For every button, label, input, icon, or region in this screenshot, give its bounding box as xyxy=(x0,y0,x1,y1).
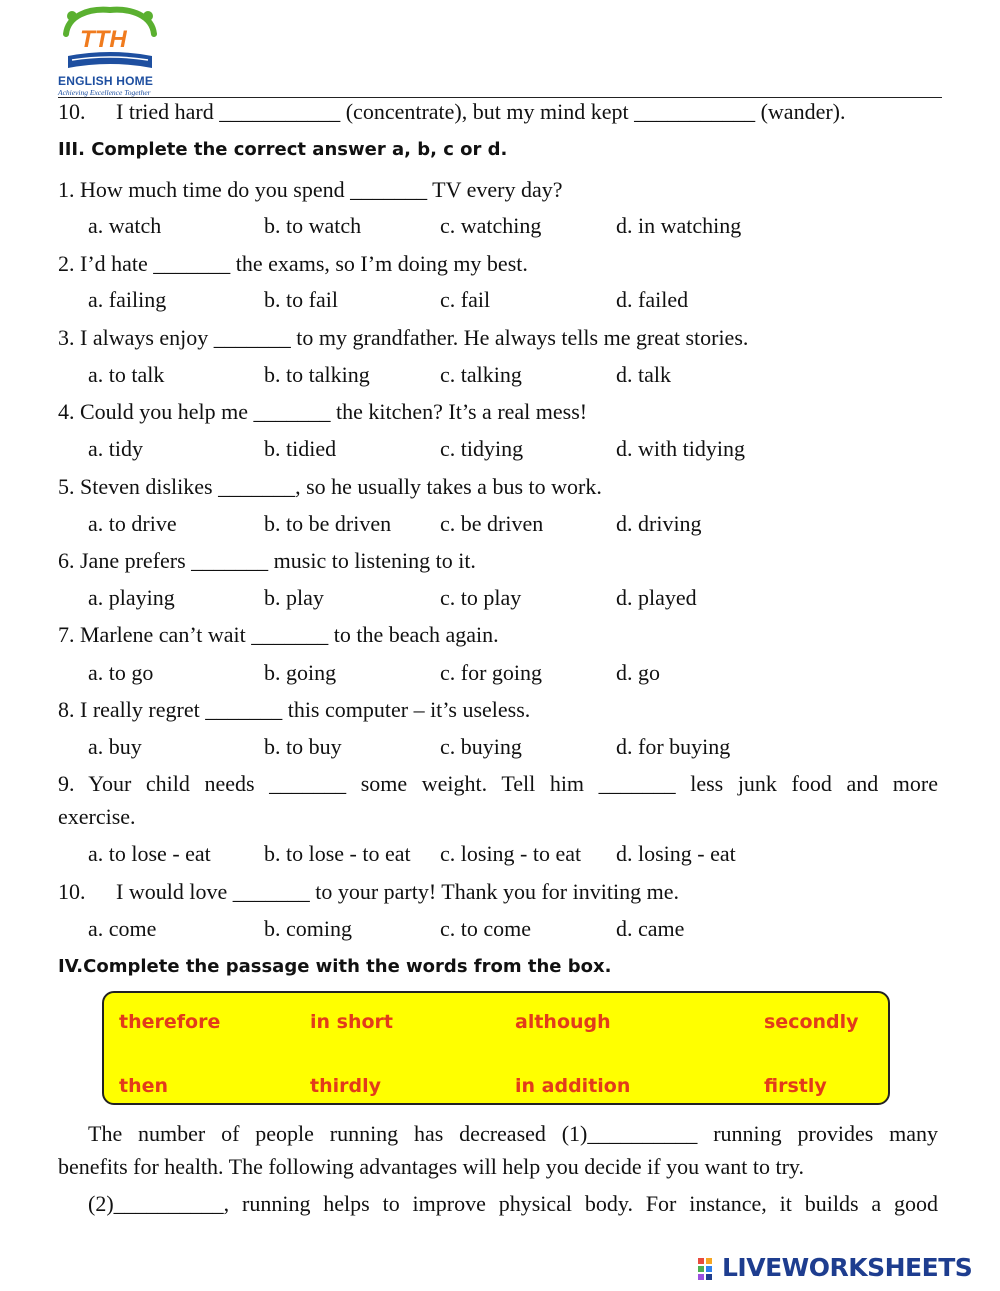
word-box xyxy=(102,991,890,1105)
q1-option-d[interactable]: d. in watching xyxy=(616,213,742,238)
q3-option-b[interactable]: b. to talking xyxy=(264,362,370,387)
q9-option-a[interactable]: a. to lose - eat xyxy=(88,841,211,866)
question-6: 6. Jane prefers _______ music to listening to it. xyxy=(58,548,476,573)
q2-option-b[interactable]: b. to fail xyxy=(264,287,338,312)
q6-option-a[interactable]: a. playing xyxy=(88,585,175,610)
q8-option-c[interactable]: c. buying xyxy=(440,734,522,759)
q5-option-c[interactable]: c. be driven xyxy=(440,511,544,536)
q4-option-a[interactable]: a. tidy xyxy=(88,436,143,461)
box-word-although: although xyxy=(515,1011,611,1033)
q7-option-d[interactable]: d. go xyxy=(616,660,660,685)
q4-option-c[interactable]: c. tidying xyxy=(440,436,524,461)
section-4-heading: IV.Complete the passage with the words from the box. xyxy=(58,956,612,977)
question-7: 7. Marlene can’t wait _______ to the beach again. xyxy=(58,622,499,647)
prev-item-number: 10. xyxy=(58,99,86,124)
q8-option-d[interactable]: d. for buying xyxy=(616,734,731,759)
q4-option-b[interactable]: b. tidied xyxy=(264,436,337,461)
q10-option-d[interactable]: d. came xyxy=(616,916,685,941)
q5-option-a[interactable]: a. to drive xyxy=(88,511,177,536)
box-word-therefore: therefore xyxy=(119,1011,221,1033)
q3-option-c[interactable]: c. talking xyxy=(440,362,522,387)
q7-option-a[interactable]: a. to go xyxy=(88,660,154,685)
prev-item-text: I tried hard ___________ (concentrate), but my mind kept ___________ (wander). xyxy=(116,99,846,124)
q2-option-d[interactable]: d. failed xyxy=(616,287,689,312)
liveworksheets-icon xyxy=(698,1258,720,1282)
question-10-number: 10. xyxy=(58,879,86,904)
box-word-thirdly: thirdly xyxy=(310,1075,381,1097)
q3-option-a[interactable]: a. to talk xyxy=(88,362,165,387)
q8-option-a[interactable]: a. buy xyxy=(88,734,142,759)
passage-line-2: benefits for health. The following advantages will help you decide if you want to try. xyxy=(58,1154,804,1179)
q9-option-c[interactable]: c. losing - to eat xyxy=(440,841,582,866)
footer-brand[interactable]: LIVEWORKSHEETS xyxy=(722,1253,973,1282)
box-word-firstly: firstly xyxy=(764,1075,827,1097)
question-10: I would love _______ to your party! Thank you for inviting me. xyxy=(116,879,679,904)
question-4: 4. Could you help me _______ the kitchen? It’s a real mess! xyxy=(58,399,588,424)
q9-option-b[interactable]: b. to lose - to eat xyxy=(264,841,411,866)
q6-option-d[interactable]: d. played xyxy=(616,585,697,610)
q7-option-c[interactable]: c. for going xyxy=(440,660,543,685)
logo-text: TTH xyxy=(80,26,127,53)
passage-line-1: The number of people running has decreased (1)__________ running provides many xyxy=(88,1121,938,1146)
q6-option-b[interactable]: b. play xyxy=(264,585,324,610)
q8-option-b[interactable]: b. to buy xyxy=(264,734,342,759)
box-word-in-short: in short xyxy=(310,1011,393,1033)
question-5: 5. Steven dislikes _______, so he usually takes a bus to work. xyxy=(58,474,602,499)
q5-option-d[interactable]: d. driving xyxy=(616,511,702,536)
q5-option-b[interactable]: b. to be driven xyxy=(264,511,392,536)
header-divider xyxy=(58,97,942,98)
q1-option-a[interactable]: a. watch xyxy=(88,213,162,238)
q9-option-d[interactable]: d. losing - eat xyxy=(616,841,736,866)
passage-line-3: (2)__________, running helps to improve physical body. For instance, it builds a good xyxy=(88,1191,938,1216)
question-2: 2. I’d hate _______ the exams, so I’m doing my best. xyxy=(58,251,528,276)
question-1: 1. How much time do you spend _______ TV every day? xyxy=(58,177,563,202)
q1-option-b[interactable]: b. to watch xyxy=(264,213,362,238)
question-8: 8. I really regret _______ this computer – it’s useless. xyxy=(58,697,531,722)
q6-option-c[interactable]: c. to play xyxy=(440,585,522,610)
q10-option-a[interactable]: a. come xyxy=(88,916,157,941)
box-word-in-addition: in addition xyxy=(515,1075,631,1097)
q10-option-c[interactable]: c. to come xyxy=(440,916,532,941)
q1-option-c[interactable]: c. watching xyxy=(440,213,542,238)
q10-option-b[interactable]: b. coming xyxy=(264,916,352,941)
box-word-then: then xyxy=(119,1075,169,1097)
brand-name: ENGLISH HOME xyxy=(58,74,154,88)
box-word-secondly: secondly xyxy=(764,1011,859,1033)
question-3: 3. I always enjoy _______ to my grandfather. He always tells me great stories. xyxy=(58,325,749,350)
q2-option-c[interactable]: c. fail xyxy=(440,287,491,312)
brand-tagline: Achieving Excellence Together xyxy=(58,88,151,97)
q4-option-d[interactable]: d. with tidying xyxy=(616,436,745,461)
q7-option-b[interactable]: b. going xyxy=(264,660,337,685)
question-9-continued: exercise. xyxy=(58,804,136,829)
question-9: 9. Your child needs _______ some weight. Tell him _______ less junk food and more xyxy=(58,771,938,796)
q3-option-d[interactable]: d. talk xyxy=(616,362,671,387)
section-3-heading: III. Complete the correct answer a, b, c or d. xyxy=(58,139,508,160)
q2-option-a[interactable]: a. failing xyxy=(88,287,167,312)
